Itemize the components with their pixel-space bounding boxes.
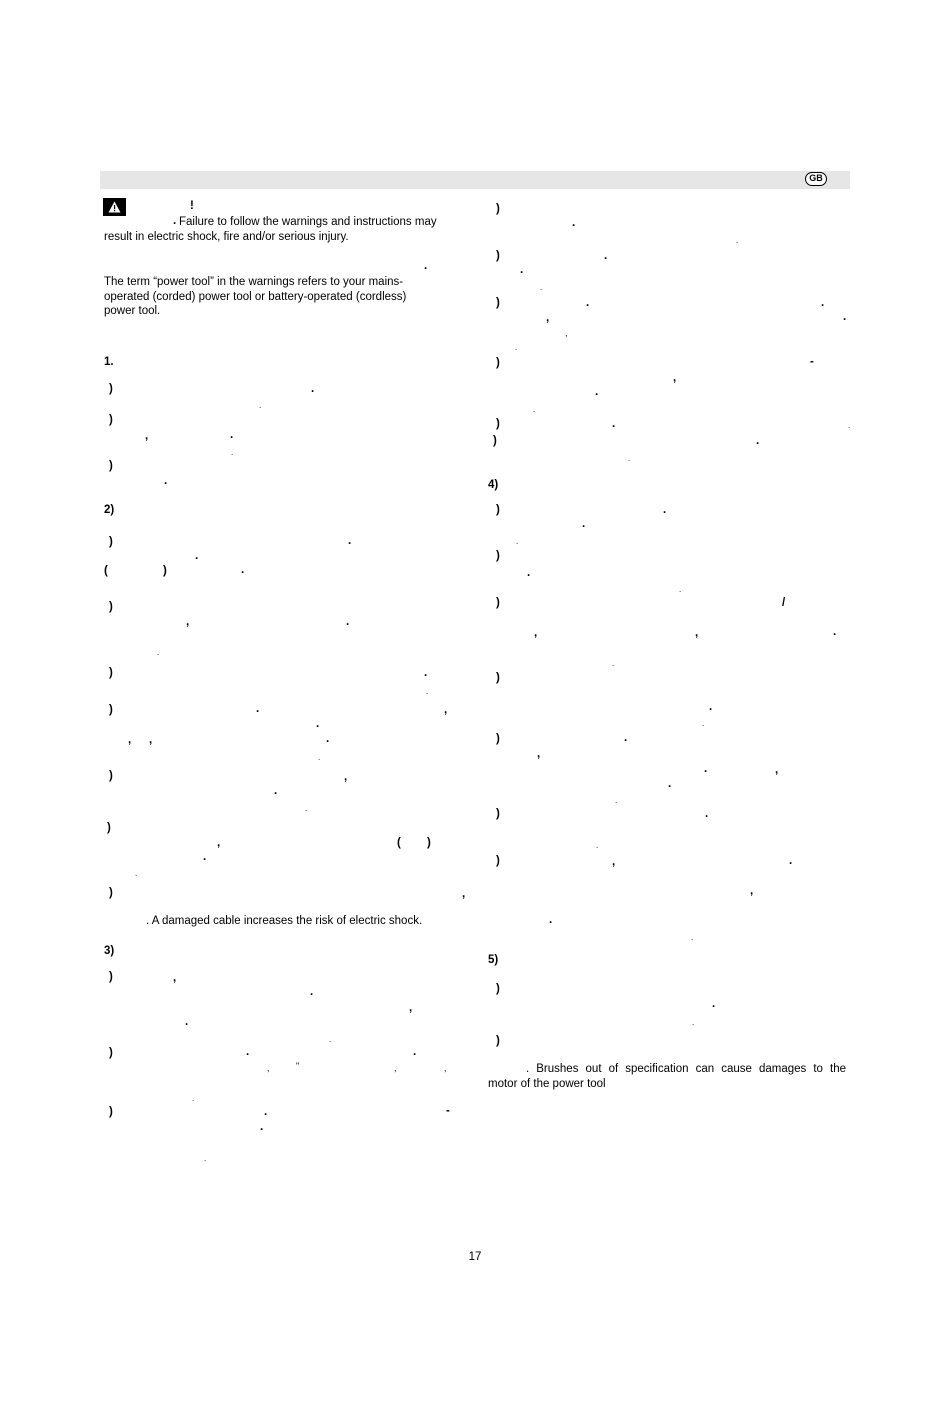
warning-text-line-2: result in electric shock, fire and/or serious injury. xyxy=(104,231,349,243)
punctuation: . xyxy=(241,564,245,576)
item-marker: ) xyxy=(496,597,500,609)
punctuation: . xyxy=(692,1018,695,1027)
punctuation: . xyxy=(624,732,628,744)
punctuation: , xyxy=(775,764,779,776)
punctuation: . xyxy=(520,264,524,276)
punctuation: , xyxy=(612,856,616,868)
section-heading-3: 3) xyxy=(104,945,115,957)
punctuation: . xyxy=(843,311,847,323)
punctuation: . xyxy=(705,808,709,820)
item-marker: ) xyxy=(493,435,497,447)
punctuation: , xyxy=(565,328,568,338)
punctuation: . xyxy=(256,703,260,715)
item-marker: ) xyxy=(109,704,113,716)
item-marker: ) xyxy=(107,822,111,834)
punctuation: . xyxy=(540,283,543,292)
punctuation: . xyxy=(615,796,618,805)
item-marker: ) xyxy=(496,983,500,995)
term-text-line-3: power tool. xyxy=(104,305,161,317)
item-marker: ) xyxy=(496,418,500,430)
punctuation: . xyxy=(203,851,207,863)
punctuation: . xyxy=(702,719,705,728)
section-heading-2: 2) xyxy=(104,504,115,516)
punctuation: . xyxy=(516,537,519,546)
punctuation: . xyxy=(305,804,308,813)
punctuation: . xyxy=(848,421,851,430)
item-marker: ) xyxy=(496,550,500,562)
punctuation: . xyxy=(246,1046,250,1058)
punctuation: . xyxy=(549,914,553,926)
punctuation: , xyxy=(409,1002,413,1014)
brushes-text-line-2: motor of the power tool xyxy=(488,1078,606,1090)
item-marker: ) xyxy=(496,672,500,684)
punctuation: . xyxy=(274,785,278,797)
punctuation: - xyxy=(446,1105,450,1117)
term-text-line-2: operated (corded) power tool or battery-operated (cordless) xyxy=(104,291,407,303)
punctuation: . xyxy=(612,418,616,430)
brushes-text-line-1: . Brushes out of specification can cause damages to the xyxy=(526,1063,846,1075)
punctuation: . xyxy=(668,778,672,790)
punctuation: . xyxy=(413,1046,417,1058)
punctuation: , xyxy=(546,312,550,324)
item-marker: ) xyxy=(109,601,113,613)
punctuation: , xyxy=(217,837,221,849)
section-heading-5: 5) xyxy=(488,954,499,966)
punctuation: . xyxy=(230,429,234,441)
punctuation: , xyxy=(673,372,677,384)
punctuation: , xyxy=(444,704,448,716)
punctuation: . xyxy=(628,454,631,463)
punctuation: . xyxy=(586,297,590,309)
item-marker: ) xyxy=(496,250,500,262)
item-marker: ) xyxy=(496,504,500,516)
punctuation: . xyxy=(833,626,837,638)
item-marker: ) xyxy=(109,971,113,983)
warning-heading-mark: ! xyxy=(190,200,194,212)
item-marker: ) xyxy=(496,855,500,867)
punctuation: . xyxy=(329,1035,332,1044)
punctuation: , xyxy=(267,1063,270,1073)
punctuation: . xyxy=(424,667,428,679)
punctuation: . xyxy=(704,763,708,775)
punctuation: , xyxy=(173,972,177,984)
punctuation: . xyxy=(231,448,234,457)
punctuation: . xyxy=(527,567,531,579)
punctuation: , xyxy=(145,430,149,442)
punctuation: , xyxy=(344,771,348,783)
punctuation: . xyxy=(192,1094,195,1103)
item-marker: ) xyxy=(496,203,500,215)
punctuation: . xyxy=(135,869,138,878)
item-marker: ) xyxy=(109,383,113,395)
item-marker: ) xyxy=(109,460,113,472)
punctuation: , xyxy=(695,627,699,639)
punctuation: . xyxy=(612,659,615,668)
language-badge: GB xyxy=(805,172,827,186)
punctuation: . xyxy=(316,718,320,730)
item-marker: ) xyxy=(109,1047,113,1059)
punctuation: " xyxy=(296,1061,300,1071)
punctuation: . xyxy=(260,1121,264,1133)
punctuation: , xyxy=(128,734,132,746)
punctuation: . xyxy=(264,1106,268,1118)
punctuation: . xyxy=(596,841,599,850)
punctuation: . xyxy=(756,435,760,447)
punctuation: ( xyxy=(104,565,108,577)
section-heading-1: 1. xyxy=(104,356,114,368)
punctuation: . xyxy=(572,217,576,229)
punctuation: . xyxy=(709,701,713,713)
punctuation: . xyxy=(712,998,716,1010)
punctuation: . xyxy=(679,585,682,594)
item-marker: ) xyxy=(496,1035,500,1047)
punctuation: . xyxy=(346,616,350,628)
punctuation: . xyxy=(318,753,321,762)
punctuation: . xyxy=(515,343,518,352)
punctuation: , xyxy=(534,627,538,639)
punctuation: . xyxy=(310,986,314,998)
punctuation: . xyxy=(164,475,168,487)
punctuation: . xyxy=(204,1154,207,1163)
punctuation: . xyxy=(259,401,262,410)
item-marker: ) xyxy=(496,297,500,309)
punctuation: , xyxy=(394,1063,397,1073)
punctuation: . xyxy=(604,250,608,262)
punctuation: . xyxy=(821,297,825,309)
punctuation: . xyxy=(426,687,429,696)
punctuation: . xyxy=(595,386,599,398)
punctuation: . xyxy=(348,535,352,547)
term-text-line-1: The term “power tool” in the warnings refers to your mains- xyxy=(104,276,404,288)
punctuation: ( xyxy=(397,837,401,849)
damaged-cable-text: . A damaged cable increases the risk of electric shock. xyxy=(146,915,423,927)
punctuation: , xyxy=(186,616,190,628)
warning-triangle-icon xyxy=(103,198,126,216)
punctuation: , xyxy=(462,888,466,900)
page-number: 17 xyxy=(468,1251,482,1263)
item-marker: ) xyxy=(109,770,113,782)
punctuation: . xyxy=(789,855,793,867)
punctuation: . xyxy=(663,504,667,516)
item-marker: ) xyxy=(496,357,500,369)
punctuation: . xyxy=(533,405,536,414)
item-marker: ) xyxy=(496,808,500,820)
header-bar xyxy=(100,171,850,189)
warning-heading-period: . xyxy=(173,215,177,227)
punctuation: / xyxy=(782,597,786,609)
punctuation: . xyxy=(157,648,160,657)
punctuation: ) xyxy=(163,565,167,577)
punctuation: . xyxy=(582,518,586,530)
punctuation: , xyxy=(444,1063,447,1073)
punctuation: . xyxy=(691,933,694,942)
punctuation: . xyxy=(326,733,330,745)
item-marker: ) xyxy=(109,667,113,679)
item-marker: ) xyxy=(109,887,113,899)
punctuation: , xyxy=(537,748,541,760)
punctuation: . xyxy=(195,550,199,562)
item-marker: ) xyxy=(109,536,113,548)
warning-text-line-1: Failure to follow the warnings and instructions may xyxy=(179,216,437,228)
section-heading-4: 4) xyxy=(488,479,499,491)
punctuation: . xyxy=(185,1016,189,1028)
punctuation: . xyxy=(311,383,315,395)
item-marker: ) xyxy=(109,1106,113,1118)
item-marker: ) xyxy=(496,733,500,745)
item-marker: ) xyxy=(109,414,113,426)
punctuation: , xyxy=(750,885,754,897)
punctuation: . xyxy=(736,236,739,245)
punctuation: ) xyxy=(427,837,431,849)
punctuation: , xyxy=(149,734,153,746)
punctuation: - xyxy=(810,356,814,368)
save-warnings-period: . xyxy=(424,260,428,272)
